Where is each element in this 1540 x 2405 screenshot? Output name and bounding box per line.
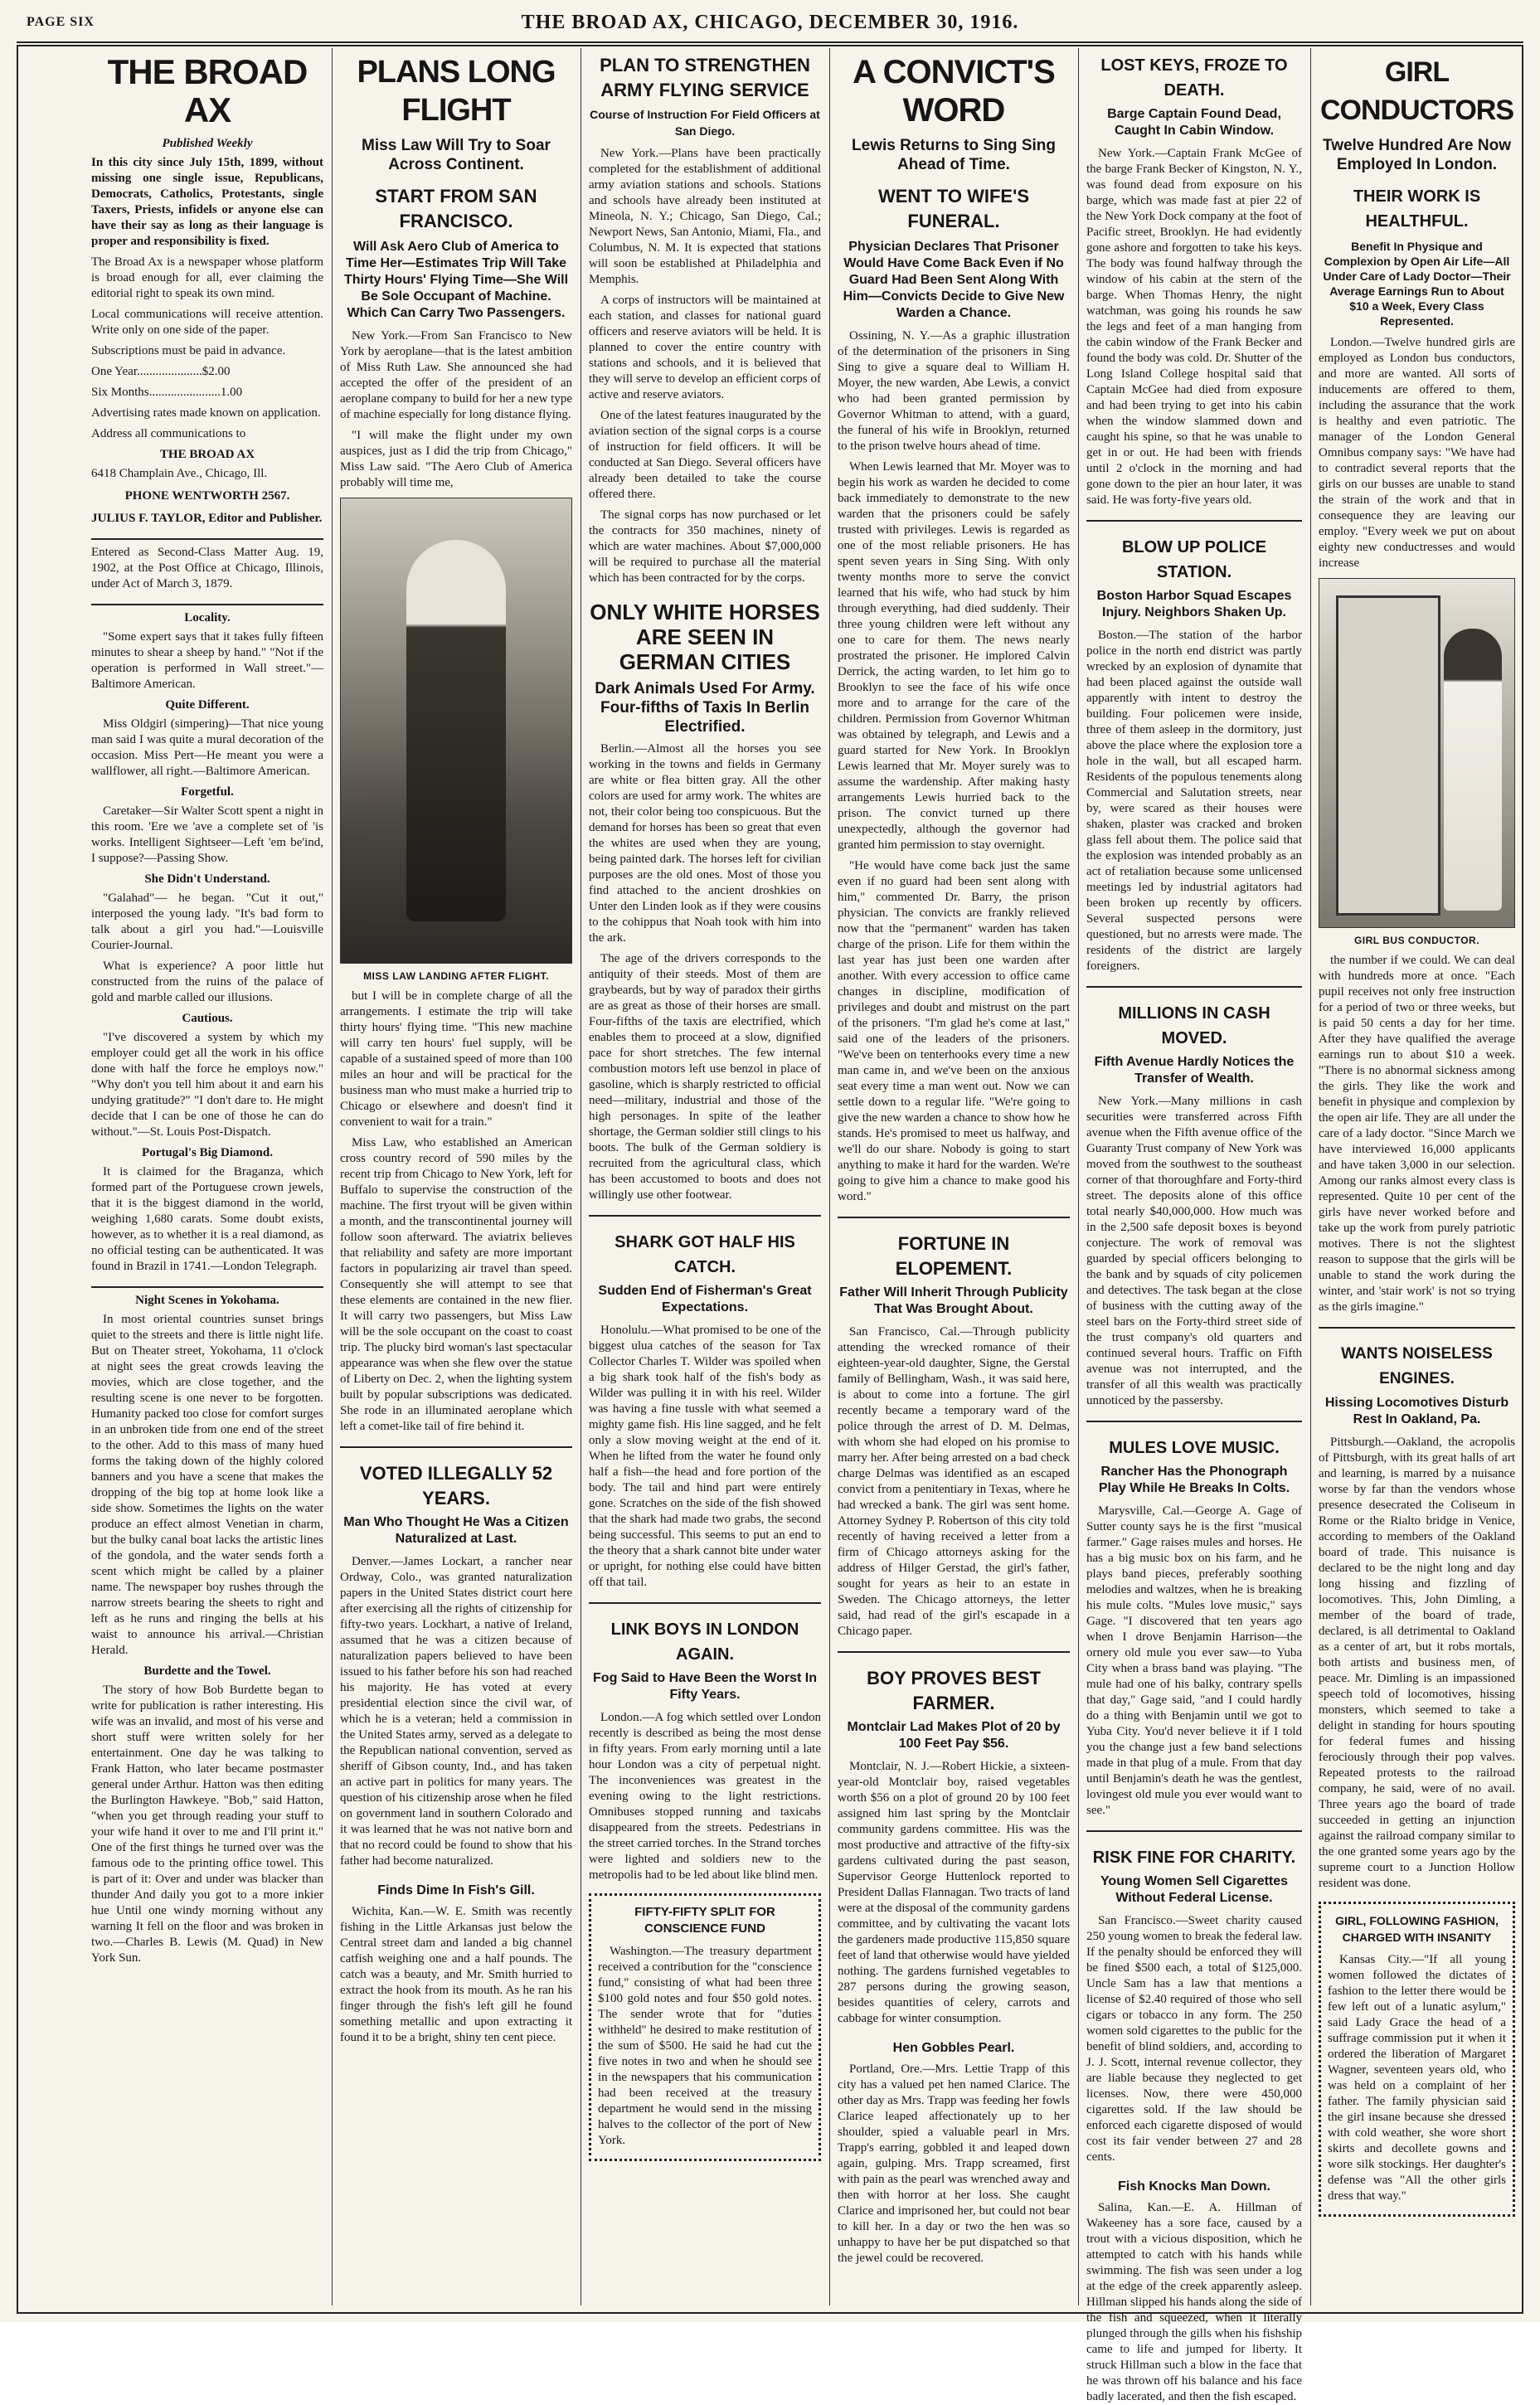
article-text: Miss Law, who established an American cross country record of 590 miles by the recent trip from Chicago to New York, left for Buffalo to supervise the construction of the machine. The first tryout will be given within a month, and the transcontinental journey will follow soon afterward. The aviatrix believes that reliability and safety are more important factors in popularizing air travel than speed. Consequently she will attempt to see that these elements are contained in the new flier. It will carry two passengers, but Miss Law will be the sole occupant on the coast to coast trip. The plucky bird woman's last spectacular appearance was when she flew over the statue of Liberty on Dec. 2, when the lighting system built by popular subscriptions was dedicated. She rode in an illuminated aeroplane which left a comet-like tail of fire behind it. [340, 1136, 572, 1433]
deck: Sudden End of Fisherman's Great Expectations. [598, 1284, 812, 1314]
divider [91, 1286, 323, 1288]
item-text: What is experience? A poor little hut constructed from the ruins of the palace of gold and marble called our illusions. [91, 960, 323, 1004]
item-text: Miss Oldgirl (simpering)—That nice young man said I was quite a mural decoration of the occasion. Miss Pert—He meant you were a wallflower, all right.—Baltimore American. [91, 717, 323, 778]
article-text: "I will make the flight under my own auspices, just as I did the trip from Chicago," Miss Law said. "The Aero Club of America probably will time me, [340, 429, 572, 489]
box-title: GIRL, FOLLOWING FASHION, CHARGED WITH INSANITY [1335, 1914, 1499, 1944]
item-title: Quite Different. [165, 698, 250, 712]
item-text: The story of how Bob Burdette began to write for publication is rather interesting. His wife was an invalid, and most of his verse and short stuff were written solely for her entertainment. One day he was talking to Frank Hatton, who later became postmaster general under Arthur. Hatton was then editing the Burlington Hawkeye. "Bob," said Hatton, "when you get through reading your stuff to your wife hand it over to me and I'll print it." One of the first things he turned over was the famous ode to the printing office towel. This is part of it: Over and under was blacker than thunder And daily you got to a more inkier hue Until one windy morning without any warning It fell on the floor and was broken in two.—Charles B. Lewis (M. Quad) in New York Sun. [91, 1684, 323, 1965]
article-text: Honolulu.—What promised to be one of the biggest ulua catches of the season for Tax Collector Charles T. Wilder was spoiled when a big shark took half of the fish's body as Wilder was pulling it in with his reel. Wilder was having a fine tussle with what seemed a mighty game fish. His line sagged, and he felt only a slow moving weight at the end of it. When he lifted from the water he found only half a fish—the head and fore portion of the body. The tail and hind part were entirely gone. Scratches on the side of the fish showed that the shark had made two grabs, the second being successful. This seems to put an end to the theory that a shark cannot bite under water or upright, for nothing else could have bitten off that tail. [589, 1324, 821, 1589]
column-convicts-word [829, 48, 1078, 2305]
divider [340, 1446, 572, 1448]
boxed-item-fashion-insanity [1319, 1902, 1515, 2217]
item-title: Cautious. [182, 1012, 233, 1025]
headline: VOTED ILLEGALLY 52 YEARS. [359, 1463, 553, 1509]
item-text: "Some expert says that it takes fully fifteen minutes to shear a sheep by hand." "Not if the operation is performed in Wall street."—Baltimore American. [91, 630, 323, 691]
item-text: It is claimed for the Braganza, which formed part of the Portuguese crown jewels, that it is the biggest diamond in the world, weighing 1,680 carats. Some doubt exists, however, as to whether it is a real diamond, as no official testing can be authenticated. It was found in Brazil in 1741.—London Telegraph. [91, 1165, 323, 1273]
masthead-advance: Subscriptions must be paid in advance. [91, 344, 286, 357]
article-text: A corps of instructors will be maintained at each station, and classes for national guard officers and reserve aviators will be held. It is planned to cover the entire country with stations and schools, and it is believed that they will serve to develop an efficient corps of active and reserve aviators. [589, 294, 821, 401]
page-folio [17, 5, 1523, 43]
article-text: Pittsburgh.—Oakland, the acropolis of Pittsburgh, with its great halls of art and learning, is marred by a nuisance worse by far than the vendors whose presence desecrated the Coliseum in Rome or the Rialto bridge in Venice, according to members of the Oakland board of trade. This nuisance is declared to be the night long and day long hissing and fizzling of locomotives. This, John Dimling, a member of the board of trade, declared, is all detrimental to Oakland as a center of art, but it robs mortals, both artists and business men, of peace. Mr. Dimling is an impassioned speech told of locomotives, hissing monsters, which seemed to take a delight in standing for hours spouting for federal fumes and hissing ferociously through their pop valves. Repeated protests to the railroad company, he said, were of no avail. Three years ago the board of trade succeeded in getting an injunction against the railroad company similar to the one granted some years ago by the supreme court to a Junction Hollow resident was done. [1319, 1436, 1515, 1890]
aviatrix-figure [406, 540, 506, 921]
column-lost-keys [1078, 48, 1310, 2403]
deck: Dark Animals Used For Army. Four-fifths of Taxis In Berlin Electrified. [595, 680, 815, 736]
headline: WANTS NOISELESS ENGINES. [1341, 1345, 1493, 1387]
divider [1086, 520, 1302, 522]
item-text: "Galahad"— he began. "Cut it out," interposed the young lady. "It's bad form to talk about a girl you had."—Louisville Courier-Journal. [91, 892, 323, 952]
article-text: Boston.—The station of the harbor police in the north end district was partly wrecked by an explosion of dynamite that had been placed against the outside wall apparently with intent to destroy the building. Four policemen were inside, three of them asleep in the dormitory, just above the place where the explosion tore a hole in the wall, but all escaped harm. Residents of the populous tenements along Commercial and Salutation streets, near by, were scared as their houses were shaken, plaster was cracked and broken glass fell about them. The police said that the explosion was intended probably as an act of retaliation because some unlicensed meetings led by industrial agitators had been broken up recently by officers. Several suspected persons were questioned, but no arrests were made. The residents of the district are largely foreigners. [1086, 629, 1302, 973]
item-title: She Didn't Understand. [144, 872, 270, 886]
article-text: When Lewis learned that Mr. Moyer was to begin his work as warden he decided to come back immediately to demonstrate to the new warden that the prisoners could be safely trusted with privileges. Lewis is regarded as one of the most reliable prisoners. He has spent seven years in Sing Sing. With only twenty months more to serve the convict learned that his wife, who had stuck by him through everything, had died suddenly. Their three young children were left without any one to care for them. The news nearly prostrated the prisoner. He implored Calvin Derrick, the acting warden, to let him go to Brooklyn to see the face of his wife once more and to arrange for the care of the children. Permission from Governor Whitman was obtained by telegraph, and Lewis and a guard started for New York. In Brooklyn Lewis learned that Mr. Moyer surely was to assume the wardenship. After making hasty arrangements Lewis hurried back to the prison. The convict turned up there unexpectedly, although the governor had granted him permission to stay overnight. [838, 460, 1070, 852]
article-text: San Francisco, Cal.—Through publicity attending the wrecked romance of their eighteen-year-old daughter, Signe, the Gerstal family of Bellingham, Wash., it was said here, is about to come into a fortune. The girl recently became a temporary ward of the police through the arrest of D. M. Delmas, with whom she had eloped on his promise to marry her. After being arrested on a bad check charge Delmas was identified as an escaped convict from a penitentiary in Texas, where he had wrecked a bank. The girl was sent home. Attorney Sydney P. Robertson of this city told recently of having received a letter from a firm of Chicago attorneys asking for the address of Hilger Gerstad, the girl's father, sought for years as heir to an estate in Sweden. The Chicago attorneys, the letter said, had read of the girl's escapade in a Chicago paper. [838, 1325, 1070, 1638]
divider [91, 604, 323, 605]
article-text: London.—A fog which settled over London recently is described as being the most dense in fifty years. From early morning until a late hour London was a city of perpetual night. The inconveniences was greatest in the evening owing to the light restrictions. Omnibuses stopped running and taxicabs disappeared from the streets. Pedestrians in the street carried torches. In the Strand torches were lighted and soldiers new to the metropolis had to be led about like blind men. [589, 1711, 821, 1882]
article-text: One of the latest features inaugurated by the aviation section of the signal corps is a course of instruction for field officers. It will be conducted at San Diego. Several officers have already been detailed to take the course offered there. [589, 409, 821, 501]
masthead-advertising: Advertising rates made known on application. [91, 406, 321, 420]
deck: Course of Instruction For Field Officers at San Diego. [590, 108, 820, 138]
address-line: 6418 Champlain Ave., Chicago, Ill. [91, 467, 268, 480]
deck: Father Will Inherit Through Publicity That Was Brought About. [839, 1285, 1068, 1316]
deck: Hissing Locomotives Disturb Rest In Oakland, Pa. [1324, 1396, 1509, 1426]
article-text: but I will be in complete charge of all the arrangements. I estimate the trip will take thirty hours' flying time. "This new machine will carry ten hours' fuel supply, will be capable of a sustained speed of more than 100 miles an hour and will be practical for the business man who must make a hurried trip to Chicago or elsewhere and doesn't find it convenient to wait for a train." [340, 989, 572, 1129]
item-title: Portugal's Big Diamond. [142, 1146, 273, 1159]
headline: RISK FINE FOR CHARITY. [1092, 1849, 1296, 1867]
article-text: the number if we could. We can deal with hundreds more at once. "Each pupil receives not only free instruction for a period of two or three weeks, but is paid 50 cents a day for her time. After they have qualified the average earnings run to about $10 a week. "There is no abnormal sickness among the girls. They like the work and benefit in physique and complexion by the open air life. They are all under the care of a lady doctor. "Since March we have interviewed 16,000 applicants and have taken 3,000 in our selection. Among our ranks almost every class is represented. Quite 10 per cent of the girls have never worked before and take up the work from purely patriotic motives. There is not the slightest reason to suppose that the girls will be unable to stand the work during the winter, and 'stair work' is not so trying as the girls imagine." [1319, 954, 1515, 1314]
item-text: Caretaker—Sir Walter Scott spent a night in this room. 'Ere we 'ave a complete set of 'is works. Intelligent Sightseer—Left 'em be'ind, I suppose?—Passing Show. [91, 804, 323, 865]
subhead: START FROM SAN FRANCISCO. [375, 186, 537, 231]
headline: SHARK GOT HALF HIS CATCH. [615, 1233, 795, 1276]
divider [838, 1651, 1070, 1653]
divider [589, 1602, 821, 1604]
article-text: Ossining, N. Y.—As a graphic illustration of the determination of the prisoners in Sing Sing to give a square deal to William H. Moyer, the new warden, Abe Lewis, a convict who had been granted permission by Governor Whitman to attend, with a guard, the funeral of his wife in Brooklyn, returned to the prison twelve hours ahead of time. [838, 329, 1070, 453]
headline: PLANS LONG FLIGHT [357, 55, 556, 128]
photo-caption: MISS LAW LANDING AFTER FLIGHT. [363, 970, 549, 982]
item-title: Locality. [184, 611, 231, 624]
editor-line: JULIUS F. TAYLOR, Editor and Publisher. [91, 512, 323, 525]
article-text: London.—Twelve hundred girls are employed as London bus conductors, and more are wanted. All sorts of inducements are offered to them, including the assurance that the work is healthy and even patriotic. The manager of the London General Omnibus company says: "We have had to contradict several reports that the girls on our busses are unable to stand the strain of the work and that in consequence they are leaving our employ. "Every week we put on about eighty new conductresses and would increase [1319, 336, 1515, 570]
headline: LINK BOYS IN LONDON AGAIN. [610, 1620, 799, 1664]
headline: GIRL CONDUCTORS [1319, 56, 1514, 126]
deck: Fog Said to Have Been the Worst In Fifty Years. [593, 1671, 817, 1702]
subhead: THEIR WORK IS HEALTHFUL. [1353, 187, 1481, 231]
subdeck: Physician Declares That Prisoner Would Have Come Back Even if No Guard Had Been Sent Along With Him—Convicts Decide to Give New Warden a Chance. [843, 240, 1065, 320]
column-girl-conductors [1310, 48, 1523, 2305]
rate-one-year: One Year.....................$2.00 [91, 365, 231, 378]
masthead-communications: Local communications will receive attention. Write only on one side of the paper. [91, 308, 323, 337]
masthead-platform: The Broad Ax is a newspaper whose platform is broad enough for all, ever claiming the editorial right to speak its own mind. [91, 255, 323, 300]
conductor-figure [1444, 629, 1502, 911]
box-title: FIFTY-FIFTY SPLIT FOR CONSCIENCE FUND [634, 1905, 775, 1936]
published-weekly: Published Weekly [162, 137, 253, 150]
deck: Rancher Has the Phonograph Play While He Breaks In Colts. [1098, 1465, 1290, 1495]
article-text: San Francisco.—Sweet charity caused 250 young women to break the federal law. If the penalty should be enforced they will be fined $500 each, a total of $125,000. Uncle Sam has a law that mentions a license of $2.40 required of those who sell cigars or tobacco in any form. The 250 women sold cigarettes to the public for the benefit of blind soldiers, and, according to J. J. Scott, internal revenue collector, they are liable because they neglected to get licenses. Now, there were 450,000 cigarettes sold. If the law should be enforced each cigarette disposed of would cost its fair vender between 27 and 28 cents. [1086, 1914, 1302, 2164]
article-text: New York.—Captain Frank McGee of the barge Frank Becker of Kingston, N. Y., was found dead from exposure on his barge, which was made fast at pier 22 of the New York Dock company at the foot of Pacific street, Brooklyn. He had evidently gone ashore and forgotten to take his keys. The body was found halfway through the window of his cabin at the stern of the barge. When Thomas Henry, the night watchman, was going his rounds he saw the legs and feet of a man hanging from the cabin window of the Frank Becker and found the body was cold. Dr. Shutter of the Long Island College hospital said that Captain McGee had died from exposure and had been trying to get into his cabin when the window slammed down and caught his spine, so that he was unable to get in or out. He had been with friends until 2 o'clock in the morning and had gone down to the pier an hour later, it was said. He was forty-five years old. [1086, 147, 1302, 507]
rate-six-months: Six Months.......................1.00 [91, 386, 243, 399]
phone-number: PHONE WENTWORTH 2567. [124, 489, 290, 503]
headline: PLAN TO STRENGTHEN ARMY FLYING SERVICE [600, 55, 810, 100]
photo-girl-bus-conductor [1319, 578, 1515, 928]
deck: Montclair Lad Makes Plot of 20 by 100 Feet Pay $56. [847, 1720, 1061, 1751]
headline: A CONVICT'S WORD [853, 54, 1055, 129]
article-text: Montclair, N. J.—Robert Hickie, a sixteen-year-old Montclair boy, raised vegetables worth $56 on a plot of ground 20 by 100 feet assigned him last spring by the Montclair community gardens committee. His was the most productive and attractive of the fifty-six gardens cultivated during the past season, Supervisor George Huttenlock reported to President Dallas Flannagan. Two tracts of land were at the disposal of the community gardens committee, and by cultivating the vacant lots the gardeners made productive 115,850 square feet of land that otherwise would have yielded nothing. The gardens furnished vegetables to 287 persons during the growing season, besides quantities of celery, carrots and cabbage for winter consumption. [838, 1760, 1070, 2025]
article-text: New York.—Many millions in cash securities were transferred across Fifth avenue when the Fifth avenue office of the Guaranty Trust company of New York was moved from the southwest to the southeast corner of that thoroughfare and Forty-third street. The deposits alone of this office total nearly $40,000,000. How much was in the 2,500 safe deposit boxes is beyond conjecture. The work of removal was guarded by special officers belonging to the bank and by squads of city policemen and detectives. The task began at the close of business with the cutting away of the steel bars on the Forty-third street side of the trust company's old quarters and continued several hours. Traffic on Fifth avenue was not interrupted, and the transfer of all this wealth was practically unnoticed by the passersby. [1086, 1095, 1302, 1407]
divider [838, 1217, 1070, 1218]
subdeck: Benefit In Physique and Complexion by Open Air Life—All Under Care of Lady Doctor—Their Average Earnings Run to About $10 a Week, Every Class Represented. [1323, 240, 1511, 328]
headline: MULES LOVE MUSIC. [1109, 1439, 1280, 1457]
photo-miss-law [340, 498, 572, 964]
headline: Finds Dime In Fish's Gill. [377, 1883, 535, 1897]
masthead-title: THE BROAD AX [107, 52, 308, 129]
deck: Miss Law Will Try to Soar Across Continent. [362, 137, 551, 173]
deck: Young Women Sell Cigarettes Without Federal License. [1100, 1874, 1289, 1905]
article-text: New York.—Plans have been practically completed for the establishment of additional army aviation stations and schools. Stations and schools have already been instituted at Mineola, N. Y.; Chicago, San Diego, Cal.; Newport News, San Antonio, Miami, Fla., and Columbus, N. M. It is expected that stations will soon be established at Philadelphia and Memphis. [589, 147, 821, 286]
headline: LOST KEYS, FROZE TO DEATH. [1100, 56, 1288, 100]
subhead: WENT TO WIFE'S FUNERAL. [877, 186, 1030, 231]
article-text: The signal corps has now purchased or let the contracts for 350 machines, ninety of which are water machines. About $7,000,000 will be required to purchase all the material which has been contracted for by the corps. [589, 508, 821, 585]
article-text: Wichita, Kan.—W. E. Smith was recently fishing in the Little Arkansas just below the Central street dam and landed a big channel catfish weighing one and a half pounds. The catch was a beauty, and Mr. Smith hurried to extract the hook from its mouth. As he ran his finger through the fish's left gill he found something metallic and upon extracting it found it to be a bright, shiny ten cent piece. [340, 1905, 572, 2044]
headline: BOY PROVES BEST FARMER. [867, 1668, 1041, 1713]
headline: MILLIONS IN CASH MOVED. [1118, 1004, 1270, 1047]
article-text: Kansas City.—"If all young women followed the dictates of fashion to the letter there would be few left out of a lunatic asylum," said Lady Grace the head of a suffrage commission put it when it ordered the liberation of Margaret Wagner, seventeen years old, who was held on a complaint of her father. The family physician said the girl insane because she dressed with cold weather, she wore short skirts and decollete gowns and wore silk stockings. Her daughter's defense was "All the other girls dress that way." [1328, 1953, 1506, 2203]
boxed-item-conscience-fund [589, 1893, 821, 2161]
item-text: In most oriental countries sunset brings quiet to the streets and there is little night life. But on Theater street, Yokohama, 11 o'clock at night sees the great crowds leaving the movies, which are close together, and the resulting scene is one never to be forgotten. Humanity packed too close for comfort surges in an unbroken tide from one end of the street to the other. Add to this mass of many hued forms the taking down of the highly colored banners and you have a scene that makes the dropping of the big top at home look like a side show. Sometimes the lights on the water produce an effect almost Venetian in charm, but the bulky canal boat lacks the artistic lines of the gondola, and the water sends forth a scent which might be called by a plainer name. The newspaper boy rushes through the narrow streets bearing the sheets to right and left as he runs and ringing the bells at his waist to announce his arrival.—Christian Herald. [91, 1313, 323, 1657]
address-head: Address all communications to [91, 427, 246, 440]
subdeck: Will Ask Aero Club of America to Time Her—Estimates Trip Will Take Thirty Hours' Flying Time—She Will Be Sole Occupant of Machine. Which Can Carry Two Passengers. [343, 240, 569, 320]
folio-title: THE BROAD AX, CHICAGO, DECEMBER 30, 1916. [521, 12, 1019, 33]
deck: Barge Captain Found Dead, Caught In Cabin Window. [1107, 107, 1281, 138]
page-number: PAGE SIX [27, 15, 95, 29]
divider [91, 538, 323, 540]
item-text: "I've discovered a system by which my employer could get all the work in his office done with half the force he employs now." "Why don't you tell him about it and earn his undying gratitude?" "I don't dare to. He might decide that I can be one of those he can do without."—St. Louis Post-Dispatch. [91, 1031, 323, 1139]
masthead-info [91, 155, 323, 605]
divider [1086, 986, 1302, 988]
item-title: Forgetful. [181, 785, 234, 799]
column-masthead [83, 48, 332, 2305]
deck: Boston Harbor Squad Escapes Injury. Neighbors Shaken Up. [1096, 589, 1292, 619]
address-name: THE BROAD AX [159, 448, 255, 461]
headline: FORTUNE IN ELOPEMENT. [895, 1233, 1013, 1279]
article-text: Denver.—James Lockart, a rancher near Ordway, Colo., was granted naturalization papers in the United States district court here after exercising all the rights of citizenship for fifty-two years. Lockhart, a native of Ireland, assumed that he was a citizen because of naturalization papers believed to have been issued to his father before his son had reached his majority. He has voted at every presidential election since the civil war, of which he is a veteran; held a commission in the United States army, served as a delegate to the Republican national convention, served as sheriff of Gibson county, Ind., and has taken an active part in politics for many years. The question of his citizenship arose when he filed on government land in southern Colorado and it was learned that he was not native born and that no record could be found to show that his father had become naturalized. [340, 1555, 572, 1868]
article-text: Portland, Ore.—Mrs. Lettie Trapp of this city has a valued pet hen named Clarice. The other day as Mrs. Trapp was feeding her fowls Clarice leaped affectionately up to her shoulder, spied a valuable pearl in Mrs. Trapp's earring, gobbled it and leaped down again, gulping. Mrs. Trapp screamed, first with pain as the pearl was wrenched away and then with horror at her loss. She caught Clarice and imprisoned her, but could not bear to kill her. In a day or two the hen was so unhappy to have her be put dispatched so that the jewel could be recovered. [838, 2062, 1070, 2265]
photo-caption: GIRL BUS CONDUCTOR. [1353, 935, 1480, 946]
deck: Man Who Thought He Was a Citizen Naturalized at Last. [343, 1515, 569, 1546]
masthead-intro: In this city since July 15th, 1899, without missing one single issue, Republicans, Democrats, Catholics, Protestants, single Taxers, Priests, infidels or anyone else can have their say as long as their language is proper and responsibility is fixed. [91, 156, 323, 248]
article-text: Berlin.—Almost all the horses you see working in the towns and fields in Germany are white or flea bitten gray. All the other colors are used for army work. The whites are not, their color being too conspicuous. But the demand for horses has been so great that even the whites are used when they are young, being painted dark. The horses left for civilian purposes are the old ones. Most of those you find attached to the ancient droshkies on Unter den Linden look as if they were cousins to the cohippus that Noah took with him into the ark. [589, 742, 821, 945]
divider [1319, 1327, 1515, 1329]
headline: Hen Gobbles Pearl. [892, 2041, 1015, 2055]
divider [589, 1215, 821, 1217]
article-text: Marysville, Cal.—George A. Gage of Sutter county says he is the first "musical farmer." Gage raises mules and horses. He has a big music box on his farm, and he plays band pieces, preferably soothing melodies and waltzes, when he is breaking his mule colts. "Mules love music," says Gage. "I discovered that ten years ago when I drove Benjamin Harrison—the ornery old mule you ever saw—to Yuba City when a brass band was playing. "The mule had one of his balky, contrary spells that day," Gage said, "and I could hardly do a thing with Benjamin until we got to Yuba City. You'd never believe it if I told you the change just a few band selections made in that plug of a mule. From that day until Benjamin's death he was the gentlest, lovingest old mule you ever would want to see." [1086, 1504, 1302, 1817]
entered-notice: Entered as Second-Class Matter Aug. 19, 1902, at the Post Office at Chicago, Illinois, under Act of March 3, 1879. [91, 546, 323, 590]
deck: Twelve Hundred Are Now Employed In London. [1323, 137, 1511, 173]
item-title: Night Scenes in Yokohama. [135, 1294, 279, 1307]
column-army-flying [581, 48, 829, 2305]
article-text: New York.—From San Francisco to New York by aeroplane—that is the latest ambition of Miss Ruth Law. She announced she had accepted the offer of the president of an aeroplane company to build for her a new type of machine especially for long distance flying. [340, 329, 572, 421]
column-long-flight [332, 48, 581, 2305]
headline: BLOW UP POLICE STATION. [1121, 538, 1267, 581]
article-text: The age of the drivers corresponds to the antiquity of their steeds. Most of them are graybeards, but by way of paradox their girths are as great as those of their horses are small. Four-fifths of the taxis are electrified, which enables them to proceed at a slow, dignified pace for short stretches. The few internal combustion motors left use benzol in place of gasoline, which is sharply restricted to official need—military, industrial and those of the high personages. In spite of the leather shortage, the German soldier still clings to his boots. The bulk of the German soldiery is recruited from the agricultural class, which has been accustomed to boots and does not willingly use other footwear. [589, 952, 821, 1202]
deck: Fifth Avenue Hardly Notices the Transfer of Wealth. [1094, 1055, 1295, 1086]
article-text: Washington.—The treasury department received a contribution for the "conscience fund," consisting of what had been three $100 gold notes and four $50 gold notes. The sender wrote that for "duties withheld" he desired to make restitution of the sum of $500. He said he had cut the five notes in two and when he should see in the newspapers that his communication had been received at the treasury department he would send in the missing halves to the collector of the port of New York. [598, 1945, 812, 2147]
item-title: Burdette and the Towel. [143, 1664, 271, 1678]
article-text: Salina, Kan.—E. A. Hillman of Wakeeney has a sore face, caused by a trout with a vicious disposition, which he attempted to catch with his hands while swimming. The fish was seen under a log at the edge of the creek apparently asleep. Hillman slipped his hands along the side of the fish and squeezed, when it literally plunged through the gills when his fishship came to life and jumped for liberty. It struck Hillman such a blow in the face that he was thrown off his balance and his face badly lacerated, and then the fish escaped. [1086, 2201, 1302, 2403]
divider [1086, 1830, 1302, 1832]
divider [1086, 1421, 1302, 1422]
deck: Lewis Returns to Sing Sing Ahead of Time. [852, 137, 1056, 173]
article-text: "He would have come back just the same even if no guard had been sent along with him," commented Dr. Barry, the prison physician. The convicts are frankly relieved now that the "permanent" warden has taken charge of the prison. Life for them within the last year has just been one warden after another. With every accession to office came changes in discipline, modification of privileges and doubt and mistrust on the part of the prisoners. "I'm glad he's come at last," said one of the leaders of the prisoners. "We've been on tenterhooks every time a new man came in, and we've been on the anxious seat every time a man went out. Now we can settle down to a regular life. "We're going to give the new warden a chance to show how he stands. He's promised to meet us halfway, and we'll do our share. Nobody is going to start anything to make it hard for the warden. We're going to give him a chance to make good his word." [838, 859, 1070, 1203]
headline: ONLY WHITE HORSES ARE SEEN IN GERMAN CITIES [590, 600, 820, 674]
headline: Fish Knocks Man Down. [1117, 2179, 1270, 2194]
bus-figure [1336, 595, 1440, 916]
